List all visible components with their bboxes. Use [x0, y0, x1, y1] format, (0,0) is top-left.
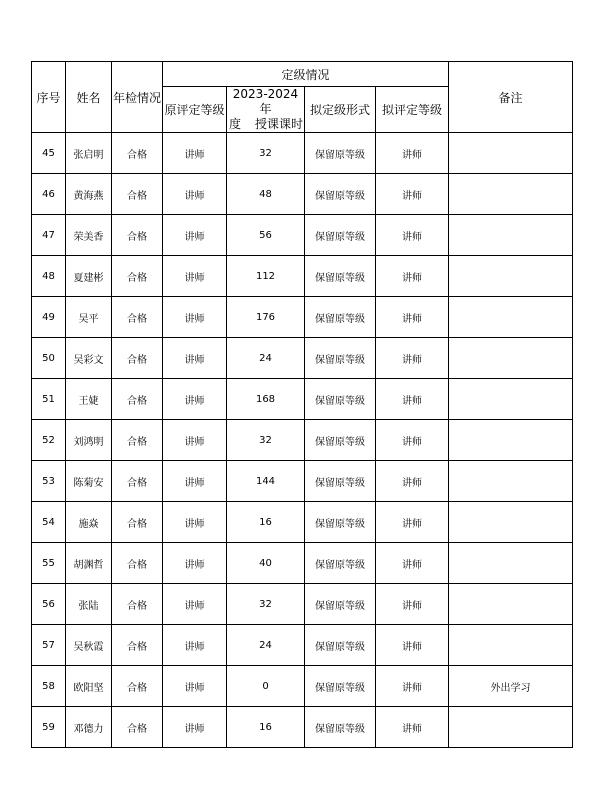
table-row: [32, 666, 573, 707]
cell-period-hours: 168: [227, 379, 305, 420]
cell-proposed-level: 讲师: [376, 174, 449, 215]
header-remarks: 备注: [449, 62, 573, 133]
cell-original-level: 讲师: [163, 502, 227, 543]
cell-name: 胡渊哲: [66, 543, 112, 584]
cell-name: 荣美香: [66, 215, 112, 256]
cell-original-level: 讲师: [163, 461, 227, 502]
cell-proposed-level: 讲师: [376, 133, 449, 174]
cell-remark: 外出学习: [449, 666, 573, 707]
cell-remark: [449, 707, 573, 748]
header-period-hours: [227, 87, 305, 133]
cell-proposed-form: 保留原等级: [305, 297, 376, 338]
cell-period-hours: 16: [227, 707, 305, 748]
table-row: [32, 379, 573, 420]
cell-remark: [449, 584, 573, 625]
cell-remark: [449, 461, 573, 502]
cell-name: 吴平: [66, 297, 112, 338]
cell-annual-check: 合格: [112, 543, 163, 584]
cell-seq: 46: [32, 174, 66, 215]
cell-period-hours: 40: [227, 543, 305, 584]
cell-remark: [449, 379, 573, 420]
cell-period-hours: 0: [227, 666, 305, 707]
table-row: [32, 584, 573, 625]
cell-proposed-level: 讲师: [376, 625, 449, 666]
cell-proposed-level: 讲师: [376, 584, 449, 625]
table-row: [32, 625, 573, 666]
header-period-hours-label: 授课课时: [255, 117, 304, 131]
cell-proposed-level: 讲师: [376, 543, 449, 584]
cell-original-level: 讲师: [163, 133, 227, 174]
header-proposed-form: 拟定级形式: [305, 87, 376, 133]
cell-annual-check: 合格: [112, 461, 163, 502]
table-row: [32, 338, 573, 379]
cell-seq: 58: [32, 666, 66, 707]
cell-seq: 53: [32, 461, 66, 502]
cell-remark: [449, 543, 573, 584]
cell-original-level: 讲师: [163, 666, 227, 707]
cell-seq: 52: [32, 420, 66, 461]
cell-remark: [449, 502, 573, 543]
table-row: [32, 420, 573, 461]
cell-annual-check: 合格: [112, 379, 163, 420]
header-rating-group: 定级情况: [163, 62, 449, 87]
cell-original-level: 讲师: [163, 379, 227, 420]
cell-seq: 59: [32, 707, 66, 748]
cell-name: 吴秋霞: [66, 625, 112, 666]
cell-name: 刘鸿明: [66, 420, 112, 461]
cell-original-level: 讲师: [163, 420, 227, 461]
cell-remark: [449, 297, 573, 338]
rating-table: [31, 61, 573, 748]
cell-seq: 55: [32, 543, 66, 584]
header-period-line1: 2023-2024年: [232, 87, 299, 116]
header-annual-check: 年检情况: [112, 62, 163, 133]
cell-annual-check: 合格: [112, 584, 163, 625]
header-period-year-suffix: 度: [229, 117, 242, 131]
cell-annual-check: 合格: [112, 338, 163, 379]
cell-original-level: 讲师: [163, 707, 227, 748]
cell-proposed-level: 讲师: [376, 297, 449, 338]
cell-name: 王婕: [66, 379, 112, 420]
table-row: [32, 461, 573, 502]
cell-seq: 48: [32, 256, 66, 297]
cell-proposed-form: 保留原等级: [305, 461, 376, 502]
cell-original-level: 讲师: [163, 584, 227, 625]
cell-annual-check: 合格: [112, 297, 163, 338]
cell-name: 黄海燕: [66, 174, 112, 215]
cell-period-hours: 56: [227, 215, 305, 256]
cell-proposed-form: 保留原等级: [305, 174, 376, 215]
cell-period-hours: 176: [227, 297, 305, 338]
cell-name: 张陆: [66, 584, 112, 625]
cell-proposed-level: 讲师: [376, 707, 449, 748]
cell-annual-check: 合格: [112, 625, 163, 666]
cell-proposed-form: 保留原等级: [305, 502, 376, 543]
table-row: [32, 133, 573, 174]
cell-remark: [449, 256, 573, 297]
cell-name: 邓德力: [66, 707, 112, 748]
header-proposed-level: 拟评定等级: [376, 87, 449, 133]
cell-original-level: 讲师: [163, 174, 227, 215]
cell-period-hours: 32: [227, 420, 305, 461]
table-body: [32, 133, 573, 748]
cell-proposed-form: 保留原等级: [305, 215, 376, 256]
cell-proposed-level: 讲师: [376, 256, 449, 297]
cell-proposed-form: 保留原等级: [305, 707, 376, 748]
cell-remark: [449, 420, 573, 461]
cell-seq: 51: [32, 379, 66, 420]
cell-annual-check: 合格: [112, 707, 163, 748]
cell-annual-check: 合格: [112, 666, 163, 707]
cell-proposed-level: 讲师: [376, 461, 449, 502]
cell-seq: 47: [32, 215, 66, 256]
cell-proposed-form: 保留原等级: [305, 133, 376, 174]
cell-annual-check: 合格: [112, 420, 163, 461]
cell-original-level: 讲师: [163, 215, 227, 256]
cell-proposed-level: 讲师: [376, 379, 449, 420]
cell-remark: [449, 338, 573, 379]
cell-annual-check: 合格: [112, 174, 163, 215]
cell-period-hours: 112: [227, 256, 305, 297]
cell-annual-check: 合格: [112, 502, 163, 543]
cell-period-hours: 32: [227, 133, 305, 174]
cell-original-level: 讲师: [163, 543, 227, 584]
cell-seq: 49: [32, 297, 66, 338]
cell-period-hours: 16: [227, 502, 305, 543]
cell-seq: 54: [32, 502, 66, 543]
cell-name: 施焱: [66, 502, 112, 543]
table-row: [32, 707, 573, 748]
cell-original-level: 讲师: [163, 256, 227, 297]
cell-remark: [449, 133, 573, 174]
cell-annual-check: 合格: [112, 215, 163, 256]
cell-original-level: 讲师: [163, 625, 227, 666]
cell-proposed-form: 保留原等级: [305, 256, 376, 297]
cell-original-level: 讲师: [163, 338, 227, 379]
cell-seq: 45: [32, 133, 66, 174]
cell-proposed-form: 保留原等级: [305, 543, 376, 584]
cell-proposed-form: 保留原等级: [305, 666, 376, 707]
cell-annual-check: 合格: [112, 256, 163, 297]
cell-name: 吴彩文: [66, 338, 112, 379]
cell-name: 陈菊安: [66, 461, 112, 502]
cell-original-level: 讲师: [163, 297, 227, 338]
cell-proposed-level: 讲师: [376, 502, 449, 543]
cell-period-hours: 24: [227, 625, 305, 666]
table-row: [32, 215, 573, 256]
cell-name: 夏建彬: [66, 256, 112, 297]
cell-proposed-level: 讲师: [376, 338, 449, 379]
cell-period-hours: 48: [227, 174, 305, 215]
cell-period-hours: 24: [227, 338, 305, 379]
cell-seq: 56: [32, 584, 66, 625]
cell-proposed-form: 保留原等级: [305, 584, 376, 625]
header-original-level: 原评定等级: [163, 87, 227, 133]
cell-name: 欧阳坚: [66, 666, 112, 707]
cell-seq: 50: [32, 338, 66, 379]
cell-period-hours: 144: [227, 461, 305, 502]
cell-proposed-level: 讲师: [376, 215, 449, 256]
cell-proposed-level: 讲师: [376, 666, 449, 707]
table-row: [32, 502, 573, 543]
header-name: 姓名: [66, 62, 112, 133]
cell-proposed-form: 保留原等级: [305, 420, 376, 461]
cell-proposed-form: 保留原等级: [305, 625, 376, 666]
table-row: [32, 174, 573, 215]
cell-annual-check: 合格: [112, 133, 163, 174]
cell-remark: [449, 174, 573, 215]
table-row: [32, 543, 573, 584]
header-period-line2: [227, 117, 304, 132]
cell-period-hours: 32: [227, 584, 305, 625]
cell-remark: [449, 625, 573, 666]
cell-proposed-level: 讲师: [376, 420, 449, 461]
table-row: [32, 297, 573, 338]
header-seq: 序号: [32, 62, 66, 133]
cell-proposed-form: 保留原等级: [305, 338, 376, 379]
cell-seq: 57: [32, 625, 66, 666]
cell-remark: [449, 215, 573, 256]
table-row: [32, 256, 573, 297]
cell-name: 张启明: [66, 133, 112, 174]
cell-proposed-form: 保留原等级: [305, 379, 376, 420]
